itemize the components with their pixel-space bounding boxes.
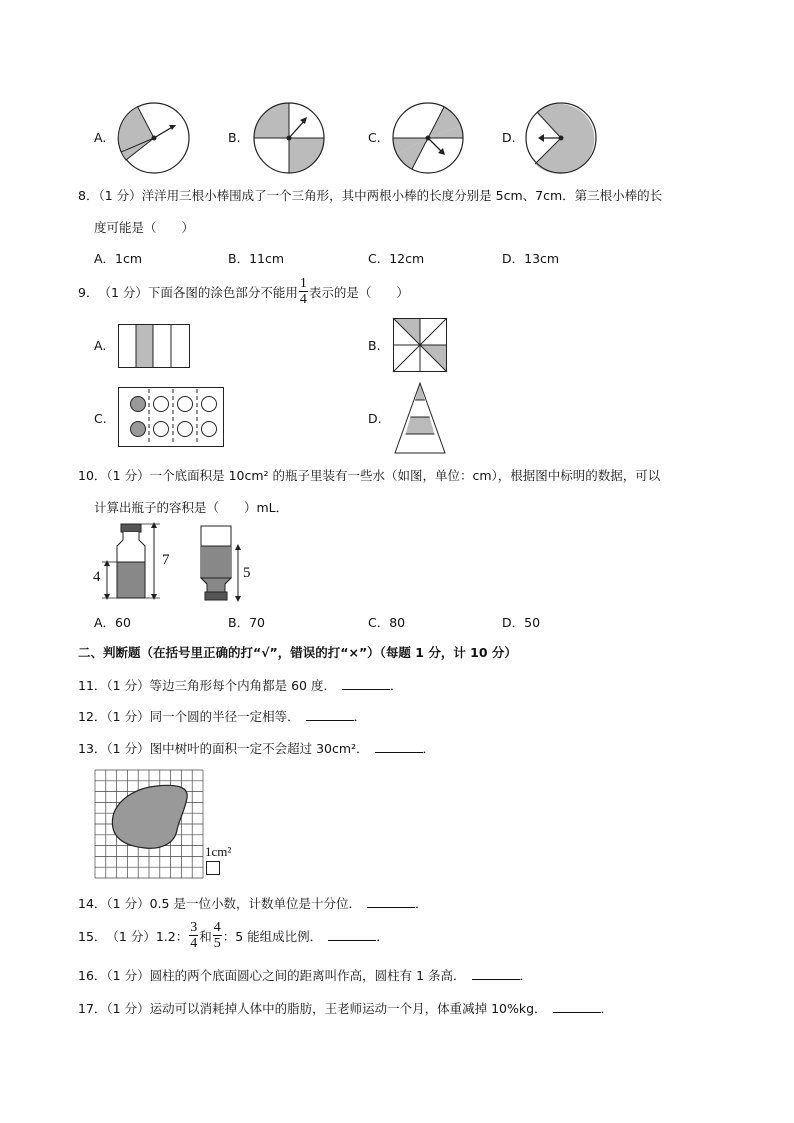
q10-text-line2: 计算出瓶子的容积是（ ）mL． — [94, 500, 289, 515]
q9-option-b-label: B. — [368, 338, 381, 353]
q13-end: ． — [422, 741, 436, 756]
q11-number: 11． — [78, 678, 107, 693]
q15-fraction-1-denominator: 4 — [190, 936, 198, 951]
q8-option-d[interactable]: D．13cm — [502, 251, 560, 266]
q11-end: ． — [389, 678, 403, 693]
q16-answer-blank[interactable] — [472, 969, 520, 980]
q12-end: ． — [353, 709, 367, 724]
q16-line — [78, 966, 532, 984]
q15-answer-blank[interactable] — [328, 930, 376, 941]
q9-score: （1 分） — [98, 284, 148, 300]
q10-label-water-height: 4 — [93, 569, 101, 585]
q10-label-air-height: 5 — [243, 565, 251, 581]
q13-unit-label: 1cm² — [205, 844, 232, 859]
q14-score: （1 分） — [106, 896, 150, 911]
q7-spinner-b — [253, 102, 325, 174]
q10-bottle-upright — [92, 522, 172, 602]
q14-line — [78, 894, 427, 912]
q16-number: 16． — [78, 968, 107, 983]
q16-end: ． — [519, 968, 533, 983]
q7-option-d-label: D. — [502, 130, 516, 145]
q10-option-d[interactable]: D．50 — [502, 615, 541, 630]
q13-leaf-grid — [95, 770, 205, 878]
q9-line — [78, 276, 409, 307]
q15-score: （1 分） — [106, 928, 156, 944]
q8-score: （1 分） — [98, 188, 142, 203]
q15-fraction-1 — [189, 920, 198, 951]
q9-figure-b-square-triangles — [393, 318, 447, 372]
q7-option-c-label: C. — [368, 130, 381, 145]
q9-figure-d-triangle — [394, 382, 446, 454]
q8-option-a[interactable]: A．1cm — [94, 251, 143, 266]
q9-text-before: 下面各图的涂色部分不能用 — [147, 284, 298, 300]
q11-score: （1 分） — [106, 678, 150, 693]
q7-spinner-c — [392, 102, 464, 174]
q11-line — [78, 676, 402, 694]
q15-number: 15． — [78, 928, 107, 944]
q9-figure-c-circles — [118, 387, 224, 447]
q15-end: ． — [376, 928, 389, 944]
q10-line1 — [78, 466, 660, 484]
q14-answer-blank[interactable] — [367, 897, 415, 908]
q9-fraction-denominator: 4 — [299, 292, 307, 307]
q10-option-c[interactable]: C．80 — [368, 615, 406, 630]
q8-text-line1: 洋洋用三根小棒围成了一个三角形，其中两根小棒的长度分别是 5cm、7cm．第三根小棒的长 — [141, 188, 663, 203]
q12-answer-blank[interactable] — [306, 710, 354, 721]
q10-option-b[interactable]: B．70 — [228, 615, 265, 630]
q8-number: 8． — [78, 188, 99, 203]
q7-option-b-label: B. — [228, 130, 241, 145]
q10-label-bottle-height: 7 — [162, 552, 170, 568]
q16-text: 圆柱的两个底面圆心之间的距离叫作高，圆柱有 1 条高． — [149, 968, 466, 983]
q12-number: 12． — [78, 709, 107, 724]
q11-answer-blank[interactable] — [342, 679, 390, 690]
q17-text: 运动可以消耗掉人体中的脂肪，王老师运动一个月，体重减掉 10%kg． — [149, 1001, 547, 1016]
q9-text-after: 表示的是（ ） — [308, 284, 409, 300]
q8-option-b[interactable]: B．11cm — [228, 251, 285, 266]
q14-end: ． — [414, 896, 428, 911]
q15-fraction-1-numerator: 3 — [190, 920, 198, 935]
q16-score: （1 分） — [106, 968, 150, 983]
q14-number: 14． — [78, 896, 107, 911]
q9-option-c-label: C. — [94, 411, 107, 426]
q13-text: 图中树叶的面积一定不会超过 30cm²． — [149, 741, 369, 756]
q15-text-after: ：5 能组成比例． — [222, 928, 323, 944]
q9-option-d-label: D. — [368, 411, 382, 426]
q7-option-a-label: A. — [94, 130, 107, 145]
q12-score: （1 分） — [106, 709, 150, 724]
q8-line1 — [78, 186, 662, 204]
q13-number: 13． — [78, 741, 107, 756]
q13-unit-square — [206, 861, 220, 875]
q9-fraction — [299, 276, 308, 307]
q15-line — [78, 920, 389, 951]
section2-heading: 二、判断题（在括号里正确的打“√”，错误的打“×”）（每题 1 分，计 10 分） — [78, 645, 517, 660]
q9-number: 9． — [78, 284, 99, 300]
q10-number: 10． — [78, 468, 107, 483]
q13-line — [78, 739, 435, 757]
q17-end: ． — [600, 1001, 614, 1016]
q15-fraction-2-numerator: 4 — [213, 920, 221, 935]
q9-fraction-numerator: 1 — [299, 276, 307, 291]
q13-score: （1 分） — [106, 741, 150, 756]
q7-spinner-a — [118, 102, 190, 174]
q14-text: 0.5 是一位小数，计数单位是十分位． — [149, 896, 361, 911]
q11-text: 等边三角形每个内角都是 60 度． — [149, 678, 336, 693]
q9-option-a-label: A. — [94, 338, 107, 353]
q15-fraction-2 — [213, 920, 222, 951]
q17-answer-blank[interactable] — [553, 1002, 601, 1013]
q12-text: 同一个圆的半径一定相等． — [149, 709, 300, 724]
q7-spinner-d — [525, 102, 597, 174]
q8-option-c[interactable]: C．12cm — [368, 251, 425, 266]
q10-bottle-inverted — [192, 520, 262, 602]
q12-line — [78, 707, 366, 725]
q15-fraction-2-denominator: 5 — [213, 936, 221, 951]
q15-text-mid: 和 — [199, 928, 212, 944]
q17-line — [78, 999, 613, 1017]
q17-number: 17． — [78, 1001, 107, 1016]
q9-figure-a-striped-rectangle — [118, 324, 190, 368]
q10-score: （1 分） — [106, 468, 150, 483]
q17-score: （1 分） — [106, 1001, 150, 1016]
q13-answer-blank[interactable] — [375, 742, 423, 753]
q10-option-a[interactable]: A．60 — [94, 615, 131, 630]
q15-text-before: 1.2： — [155, 928, 189, 944]
q10-text-line1: 一个底面积是 10cm² 的瓶子里装有一些水（如图，单位：cm），根据图中标明的数据，可以 — [149, 468, 661, 483]
q8-text-line2: 度可能是（ ） — [94, 220, 195, 235]
